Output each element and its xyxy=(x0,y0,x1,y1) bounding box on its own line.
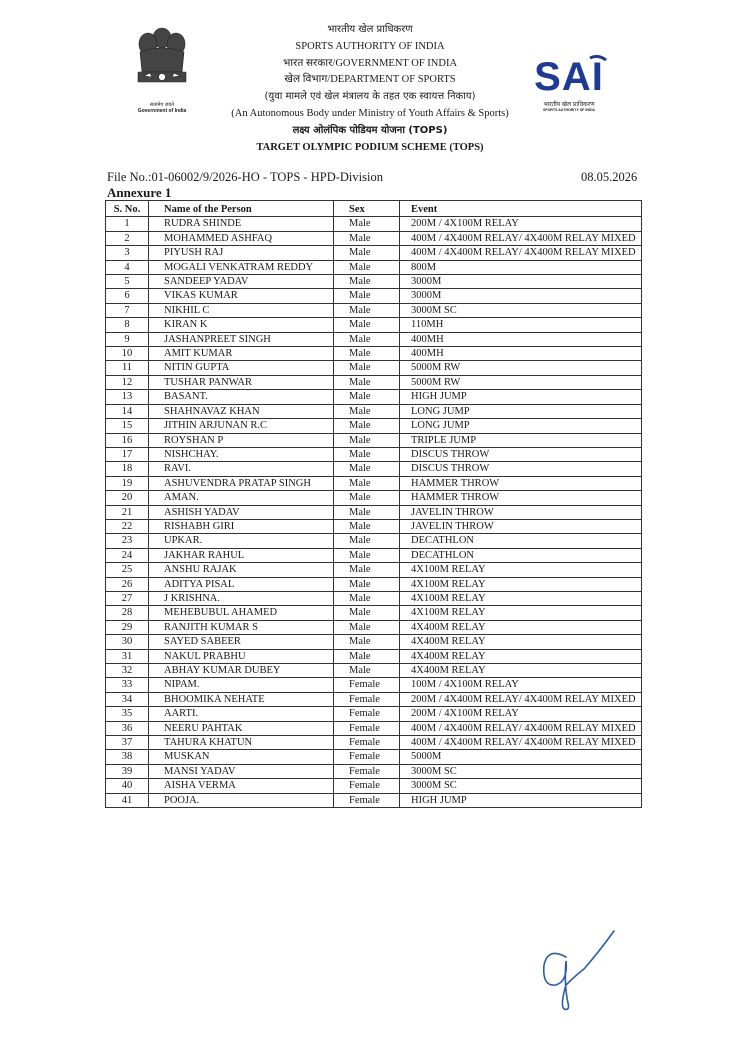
cell-name: RISHABH GIRI xyxy=(149,519,334,533)
emblem-motto: सत्यमेव जयते xyxy=(149,102,175,108)
cell-sno: 20 xyxy=(106,491,149,505)
table-row xyxy=(106,433,642,447)
cell-event: DECATHLON xyxy=(400,534,642,548)
cell-sno: 29 xyxy=(106,620,149,634)
cell-name: RUDRA SHINDE xyxy=(149,217,334,231)
cell-sex: Male xyxy=(334,217,400,231)
table-row xyxy=(106,347,642,361)
cell-name: JAKHAR RAHUL xyxy=(149,548,334,562)
cell-event: 3000M SC xyxy=(400,779,642,793)
cell-sno: 3 xyxy=(106,246,149,260)
cell-sex: Male xyxy=(334,404,400,418)
table-row xyxy=(106,404,642,418)
cell-name: NIKHIL C xyxy=(149,303,334,317)
table-row xyxy=(106,577,642,591)
cell-event: 400M / 4X400M RELAY/ 4X400M RELAY MIXED xyxy=(400,721,642,735)
cell-event: 3000M SC xyxy=(400,764,642,778)
cell-sex: Male xyxy=(334,591,400,605)
sai-logo-text: SAI xyxy=(534,55,604,96)
cell-event: 3000M SC xyxy=(400,303,642,317)
table-row xyxy=(106,678,642,692)
table-row xyxy=(106,519,642,533)
cell-name: KIRAN K xyxy=(149,318,334,332)
table-row xyxy=(106,635,642,649)
cell-sex: Female xyxy=(334,793,400,807)
cell-sex: Female xyxy=(334,779,400,793)
cell-sex: Male xyxy=(334,390,400,404)
cell-sex: Male xyxy=(334,563,400,577)
cell-sno: 35 xyxy=(106,707,149,721)
cell-sex: Female xyxy=(334,707,400,721)
cell-name: NISHCHAY. xyxy=(149,447,334,461)
cell-sno: 39 xyxy=(106,764,149,778)
cell-sno: 28 xyxy=(106,606,149,620)
cell-sno: 25 xyxy=(106,563,149,577)
cell-sex: Male xyxy=(334,332,400,346)
cell-sno: 23 xyxy=(106,534,149,548)
cell-name: TUSHAR PANWAR xyxy=(149,375,334,389)
table-row xyxy=(106,491,642,505)
cell-sex: Female xyxy=(334,721,400,735)
cell-name: MOGALI VENKATRAM REDDY xyxy=(149,260,334,274)
cell-sno: 36 xyxy=(106,721,149,735)
cell-event: HAMMER THROW xyxy=(400,476,642,490)
cell-name: BASANT. xyxy=(149,390,334,404)
cell-event: 800M xyxy=(400,260,642,274)
emblem-caption: Government of India xyxy=(137,108,187,114)
cell-sex: Male xyxy=(334,246,400,260)
table-row xyxy=(106,419,642,433)
annexure-title: Annexure 1 xyxy=(107,185,172,200)
cell-sno: 41 xyxy=(106,793,149,807)
cell-sno: 2 xyxy=(106,231,149,245)
table-row xyxy=(106,764,642,778)
table-row xyxy=(106,231,642,245)
cell-event: 200M / 4X100M RELAY xyxy=(400,217,642,231)
cell-event: 4X100M RELAY xyxy=(400,577,642,591)
table-row xyxy=(106,664,642,678)
cell-sex: Male xyxy=(334,505,400,519)
column-header-name: Name of the Person xyxy=(149,201,334,217)
cell-event: DISCUS THROW xyxy=(400,447,642,461)
cell-sex: Male xyxy=(334,635,400,649)
cell-sno: 21 xyxy=(106,505,149,519)
cell-sex: Male xyxy=(334,491,400,505)
cell-sno: 1 xyxy=(106,217,149,231)
cell-sno: 17 xyxy=(106,447,149,461)
cell-sex: Male xyxy=(334,577,400,591)
cell-name: ABHAY KUMAR DUBEY xyxy=(149,664,334,678)
cell-sno: 19 xyxy=(106,476,149,490)
cell-sno: 18 xyxy=(106,462,149,476)
table-row xyxy=(106,246,642,260)
cell-event: 400M / 4X400M RELAY/ 4X400M RELAY MIXED xyxy=(400,231,642,245)
table-row xyxy=(106,375,642,389)
cell-name: ROYSHAN P xyxy=(149,433,334,447)
cell-sno: 33 xyxy=(106,678,149,692)
cell-name: UPKAR. xyxy=(149,534,334,548)
table-row xyxy=(106,289,642,303)
column-header-sno: S. No. xyxy=(106,201,149,217)
cell-sno: 6 xyxy=(106,289,149,303)
cell-event: JAVELIN THROW xyxy=(400,519,642,533)
signature-icon xyxy=(536,925,626,1025)
cell-sno: 14 xyxy=(106,404,149,418)
table-row xyxy=(106,332,642,346)
cell-name: SAYED SABEER xyxy=(149,635,334,649)
table-row xyxy=(106,275,642,289)
cell-name: SANDEEP YADAV xyxy=(149,275,334,289)
cell-sno: 27 xyxy=(106,591,149,605)
header-line: TARGET OLYMPIC PODIUM SCHEME (TOPS) xyxy=(256,141,484,153)
header-line: भारत सरकार/GOVERNMENT OF INDIA xyxy=(282,57,458,69)
cell-event: 400M / 4X400M RELAY/ 4X400M RELAY MIXED xyxy=(400,246,642,260)
cell-sno: 15 xyxy=(106,419,149,433)
cell-sno: 24 xyxy=(106,548,149,562)
cell-event: HIGH JUMP xyxy=(400,390,642,404)
table-row xyxy=(106,534,642,548)
table-row xyxy=(106,476,642,490)
cell-name: AMIT KUMAR xyxy=(149,347,334,361)
athlete-table xyxy=(105,200,642,808)
table-row xyxy=(106,649,642,663)
cell-name: MANSI YADAV xyxy=(149,764,334,778)
table-row xyxy=(106,750,642,764)
table-row xyxy=(106,390,642,404)
cell-sex: Male xyxy=(334,620,400,634)
cell-event: 5000M xyxy=(400,750,642,764)
cell-name: NITIN GUPTA xyxy=(149,361,334,375)
table-row xyxy=(106,563,642,577)
document-date: 08.05.2026 xyxy=(581,170,638,184)
table-row xyxy=(106,591,642,605)
cell-sex: Female xyxy=(334,736,400,750)
table-row xyxy=(106,303,642,317)
cell-sex: Male xyxy=(334,318,400,332)
header-line: SPORTS AUTHORITY OF INDIA xyxy=(295,40,445,52)
file-number: File No.:01-06002/9/2026-HO - TOPS - HPD-Division xyxy=(107,170,383,184)
cell-sex: Male xyxy=(334,375,400,389)
table-row xyxy=(106,779,642,793)
cell-name: ASHISH YADAV xyxy=(149,505,334,519)
cell-name: RAVI. xyxy=(149,462,334,476)
cell-event: DISCUS THROW xyxy=(400,462,642,476)
sai-logo-icon xyxy=(526,52,612,96)
cell-name: ANSHU RAJAK xyxy=(149,563,334,577)
cell-name: SHAHNAVAZ KHAN xyxy=(149,404,334,418)
header-line: (An Autonomous Body under Ministry of Youth Affairs & Sports) xyxy=(231,107,509,119)
table-row xyxy=(106,505,642,519)
cell-sno: 11 xyxy=(106,361,149,375)
column-header-event: Event xyxy=(400,201,642,217)
cell-name: MOHAMMED ASHFAQ xyxy=(149,231,334,245)
cell-sno: 12 xyxy=(106,375,149,389)
cell-event: 110MH xyxy=(400,318,642,332)
cell-event: DECATHLON xyxy=(400,548,642,562)
cell-name: JASHANPREET SINGH xyxy=(149,332,334,346)
cell-event: 400MH xyxy=(400,332,642,346)
table-row xyxy=(106,793,642,807)
header-line: लक्ष्य ओलंपिक पोडियम योजना (TOPS) xyxy=(292,124,448,136)
header-line: खेल विभाग/DEPARTMENT OF SPORTS xyxy=(284,74,456,86)
cell-event: 400MH xyxy=(400,347,642,361)
cell-event: LONG JUMP xyxy=(400,419,642,433)
cell-name: NEERU PAHTAK xyxy=(149,721,334,735)
cell-sno: 38 xyxy=(106,750,149,764)
column-header-sex: Sex xyxy=(334,201,400,217)
cell-sex: Male xyxy=(334,419,400,433)
cell-event: 5000M RW xyxy=(400,375,642,389)
cell-sex: Male xyxy=(334,664,400,678)
cell-name: VIKAS KUMAR xyxy=(149,289,334,303)
cell-sno: 34 xyxy=(106,692,149,706)
cell-sex: Male xyxy=(334,231,400,245)
cell-sno: 32 xyxy=(106,664,149,678)
cell-name: PIYUSH RAJ xyxy=(149,246,334,260)
cell-name: AMAN. xyxy=(149,491,334,505)
table-row xyxy=(106,462,642,476)
cell-sex: Male xyxy=(334,548,400,562)
cell-sex: Male xyxy=(334,519,400,533)
cell-event: 200M / 4X400M RELAY/ 4X400M RELAY MIXED xyxy=(400,692,642,706)
cell-sex: Male xyxy=(334,606,400,620)
header-line: भारतीय खेल प्राधिकरण xyxy=(327,24,413,35)
table-row xyxy=(106,707,642,721)
cell-name: RANJITH KUMAR S xyxy=(149,620,334,634)
cell-sno: 7 xyxy=(106,303,149,317)
cell-name: AISHA VERMA xyxy=(149,779,334,793)
cell-name: MEHEBUBUL AHAMED xyxy=(149,606,334,620)
cell-event: 4X100M RELAY xyxy=(400,591,642,605)
cell-sex: Male xyxy=(334,289,400,303)
cell-sex: Male xyxy=(334,447,400,461)
cell-event: 4X100M RELAY xyxy=(400,563,642,577)
cell-event: 3000M xyxy=(400,275,642,289)
cell-name: TAHURA KHATUN xyxy=(149,736,334,750)
cell-sno: 13 xyxy=(106,390,149,404)
cell-event: HAMMER THROW xyxy=(400,491,642,505)
table-row xyxy=(106,620,642,634)
cell-sex: Male xyxy=(334,476,400,490)
cell-sno: 31 xyxy=(106,649,149,663)
cell-event: HIGH JUMP xyxy=(400,793,642,807)
sai-logo xyxy=(526,52,612,122)
cell-sex: Female xyxy=(334,678,400,692)
cell-event: 4X400M RELAY xyxy=(400,664,642,678)
cell-sex: Male xyxy=(334,534,400,548)
cell-sex: Female xyxy=(334,764,400,778)
cell-event: 3000M xyxy=(400,289,642,303)
cell-sex: Male xyxy=(334,649,400,663)
table-row xyxy=(106,736,642,750)
table-row xyxy=(106,260,642,274)
cell-event: 4X400M RELAY xyxy=(400,620,642,634)
cell-sex: Male xyxy=(334,347,400,361)
table-row xyxy=(106,361,642,375)
sai-caption-hindi: भारतीय खेल प्राधिकरण xyxy=(543,101,595,108)
cell-event: 4X400M RELAY xyxy=(400,649,642,663)
table-row xyxy=(106,606,642,620)
cell-event: 100M / 4X100M RELAY xyxy=(400,678,642,692)
sai-caption-english: SPORTS AUTHORITY OF INDIA xyxy=(543,108,595,112)
table-row xyxy=(106,721,642,735)
cell-event: TRIPLE JUMP xyxy=(400,433,642,447)
cell-sno: 8 xyxy=(106,318,149,332)
cell-event: 400M / 4X400M RELAY/ 4X400M RELAY MIXED xyxy=(400,736,642,750)
cell-sex: Female xyxy=(334,750,400,764)
cell-sex: Male xyxy=(334,303,400,317)
cell-sno: 9 xyxy=(106,332,149,346)
table-row xyxy=(106,548,642,562)
cell-name: BHOOMIKA NEHATE xyxy=(149,692,334,706)
cell-name: POOJA. xyxy=(149,793,334,807)
table-header-row xyxy=(106,201,642,217)
cell-name: MUSKAN xyxy=(149,750,334,764)
cell-name: NAKUL PRABHU xyxy=(149,649,334,663)
cell-sno: 5 xyxy=(106,275,149,289)
cell-sex: Female xyxy=(334,692,400,706)
cell-sno: 30 xyxy=(106,635,149,649)
cell-sno: 22 xyxy=(106,519,149,533)
table-row xyxy=(106,447,642,461)
cell-event: 4X400M RELAY xyxy=(400,635,642,649)
table-row xyxy=(106,217,642,231)
cell-sno: 37 xyxy=(106,736,149,750)
table-row xyxy=(106,318,642,332)
cell-event: LONG JUMP xyxy=(400,404,642,418)
cell-sno: 16 xyxy=(106,433,149,447)
cell-event: 4X100M RELAY xyxy=(400,606,642,620)
cell-name: NIPAM. xyxy=(149,678,334,692)
cell-sno: 40 xyxy=(106,779,149,793)
cell-sex: Male xyxy=(334,275,400,289)
cell-name: ADITYA PISAL xyxy=(149,577,334,591)
cell-name: JITHIN ARJUNAN R.C xyxy=(149,419,334,433)
cell-sex: Male xyxy=(334,462,400,476)
cell-sex: Male xyxy=(334,260,400,274)
handwritten-signature xyxy=(536,925,626,1025)
cell-name: J KRISHNA. xyxy=(149,591,334,605)
cell-name: AARTI. xyxy=(149,707,334,721)
header-line: (युवा मामले एवं खेल मंत्रालय के तहत एक स्वायत्त निकाय) xyxy=(264,91,476,103)
cell-event: JAVELIN THROW xyxy=(400,505,642,519)
cell-name: ASHUVENDRA PRATAP SINGH xyxy=(149,476,334,490)
cell-sex: Male xyxy=(334,433,400,447)
cell-sno: 26 xyxy=(106,577,149,591)
table-row xyxy=(106,692,642,706)
letterhead xyxy=(180,22,560,156)
cell-event: 5000M RW xyxy=(400,361,642,375)
cell-sno: 10 xyxy=(106,347,149,361)
cell-sno: 4 xyxy=(106,260,149,274)
cell-sex: Male xyxy=(334,361,400,375)
cell-event: 200M / 4X100M RELAY xyxy=(400,707,642,721)
